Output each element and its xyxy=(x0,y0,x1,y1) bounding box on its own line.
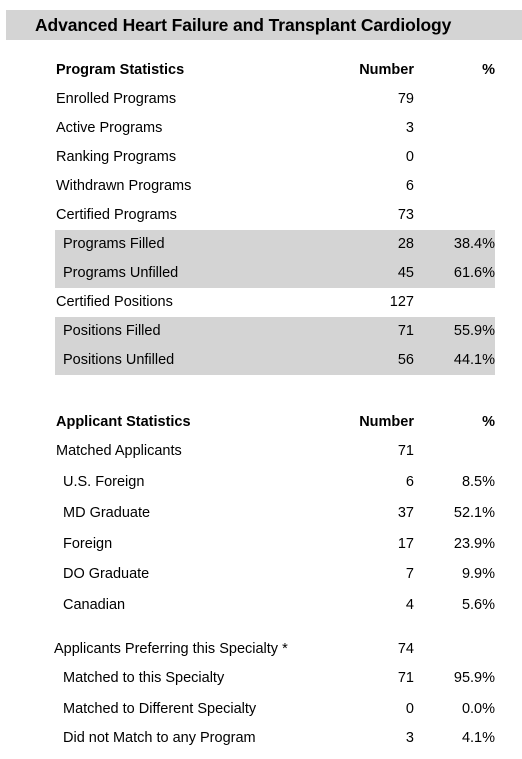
header-label: Program Statistics xyxy=(56,62,185,78)
row-percent: 5.6% xyxy=(461,597,495,613)
row-label: Certified Positions xyxy=(56,294,173,310)
row-number: 74 xyxy=(397,641,414,657)
row-percent: 52.1% xyxy=(453,505,495,521)
table-row xyxy=(55,437,495,466)
row-number: 45 xyxy=(397,265,414,281)
table-row xyxy=(55,85,495,114)
header-percent: % xyxy=(482,62,495,78)
row-label: Withdrawn Programs xyxy=(56,178,192,194)
row-label: Positions Filled xyxy=(63,323,161,339)
row-label: Matched to Different Specialty xyxy=(63,701,257,717)
row-label: Programs Filled xyxy=(63,236,165,252)
header-number: Number xyxy=(359,62,414,78)
row-number: 3 xyxy=(405,730,414,746)
row-number: 71 xyxy=(397,670,414,686)
row-number: 71 xyxy=(397,323,414,339)
table-row-shaded xyxy=(55,230,495,259)
row-label: Applicants Preferring this Specialty * xyxy=(54,641,288,657)
row-percent: 44.1% xyxy=(453,352,495,368)
row-number: 6 xyxy=(405,474,414,490)
row-label: Matched to this Specialty xyxy=(63,670,225,686)
row-number: 6 xyxy=(405,178,414,194)
row-label: Matched Applicants xyxy=(56,443,182,459)
table-row xyxy=(55,560,495,589)
row-number: 3 xyxy=(405,120,414,136)
table-row xyxy=(55,724,495,753)
page-title: Advanced Heart Failure and Transplant Cardiology xyxy=(35,15,452,35)
row-number: 127 xyxy=(389,294,414,310)
table-row xyxy=(55,695,495,724)
row-percent: 0.0% xyxy=(461,701,495,717)
title-bar xyxy=(6,10,522,40)
row-number: 37 xyxy=(397,505,414,521)
table-row xyxy=(55,172,495,201)
table-row-shaded xyxy=(55,346,495,375)
table-row xyxy=(55,499,495,528)
applicant-statistics-header xyxy=(55,408,495,437)
row-number: 56 xyxy=(397,352,414,368)
row-number: 0 xyxy=(405,701,414,717)
row-percent: 95.9% xyxy=(453,670,495,686)
table-row xyxy=(55,664,495,693)
row-percent: 38.4% xyxy=(453,236,495,252)
row-number: 4 xyxy=(405,597,414,613)
table-row xyxy=(55,591,495,620)
table-row xyxy=(55,288,495,317)
header-label: Applicant Statistics xyxy=(56,414,191,430)
row-number: 71 xyxy=(397,443,414,459)
row-label: Canadian xyxy=(63,597,126,613)
table-row-shaded xyxy=(55,259,495,288)
row-label: Positions Unfilled xyxy=(63,352,175,368)
row-label: Active Programs xyxy=(56,120,163,136)
row-label: Ranking Programs xyxy=(56,149,177,165)
table-row xyxy=(55,635,495,664)
row-percent: 55.9% xyxy=(453,323,495,339)
table-row xyxy=(55,201,495,230)
program-statistics-header xyxy=(55,56,495,85)
table-row xyxy=(55,530,495,559)
row-percent: 61.6% xyxy=(453,265,495,281)
table-row xyxy=(55,468,495,497)
row-number: 73 xyxy=(397,207,414,223)
row-label: Certified Programs xyxy=(56,207,177,223)
row-label: Foreign xyxy=(63,536,113,552)
table-row xyxy=(55,143,495,172)
row-percent: 8.5% xyxy=(461,474,495,490)
table-row-shaded xyxy=(55,317,495,346)
row-label: Did not Match to any Program xyxy=(63,730,256,746)
row-label: Programs Unfilled xyxy=(63,265,179,281)
row-label: DO Graduate xyxy=(63,566,150,582)
header-number: Number xyxy=(359,414,414,430)
row-label: U.S. Foreign xyxy=(63,474,145,490)
row-number: 0 xyxy=(405,149,414,165)
row-percent: 4.1% xyxy=(461,730,495,746)
row-number: 17 xyxy=(397,536,414,552)
row-label: MD Graduate xyxy=(63,505,151,521)
table-row xyxy=(55,114,495,143)
row-number: 79 xyxy=(397,91,414,107)
row-label: Enrolled Programs xyxy=(56,91,177,107)
row-percent: 9.9% xyxy=(461,566,495,582)
row-percent: 23.9% xyxy=(453,536,495,552)
header-percent: % xyxy=(482,414,495,430)
row-number: 7 xyxy=(405,566,414,582)
row-number: 28 xyxy=(397,236,414,252)
